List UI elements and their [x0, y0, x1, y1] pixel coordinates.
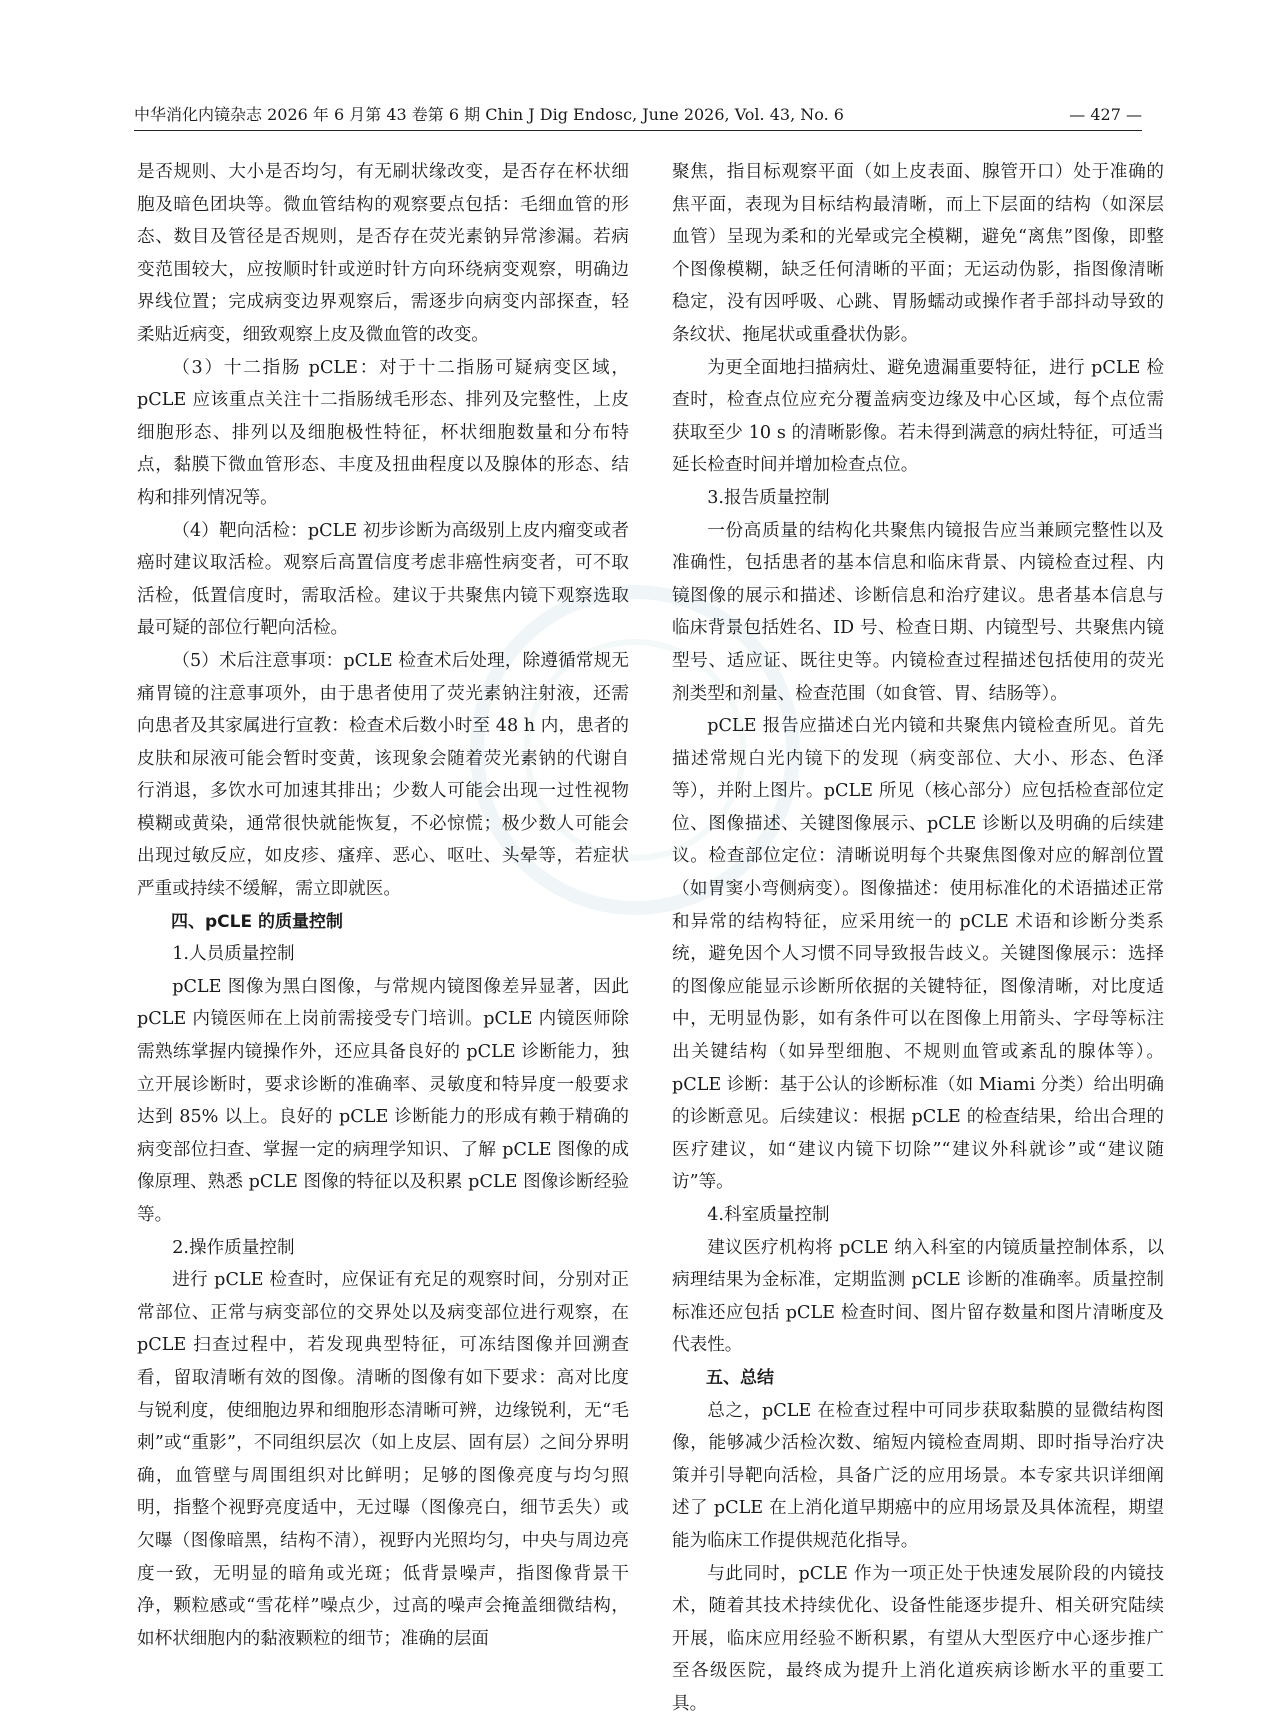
page-number: — 427 —: [1069, 105, 1142, 124]
paragraph: （4）靶向活检：pCLE 初步诊断为高级别上皮内瘤变或者癌时建议取活检。观察后高置信度考虑非癌性病变者，可不取活检，低置信度时，需取活检。建议于共聚焦内镜下观察选取最可疑的部位行靶向活检。: [137, 520, 629, 639]
subsection-heading: 3.报告质量控制: [707, 487, 830, 508]
journal-citation: 中华消化内镜杂志 2026 年 6 月第 43 卷第 6 期 Chin J Dig Endosc, June 2026, Vol. 43, No. 6: [134, 105, 844, 124]
paragraph: pCLE 图像为黑白图像，与常规内镜图像差异显著，因此 pCLE 内镜医师在上岗前需接受专门培训。pCLE 内镜医师除需熟练掌握内镜操作外，还应具备良好的 pCLE 诊断能力，独立开展诊断时，要求诊断的准确率、灵敏度和特异度一般要求达到 85% 以上。良好的 pCLE 诊断能力的形成有赖于精确的病变部位扫查、掌握一定的病理学知识、了解 pCLE 图像的成像原理、熟悉 pCLE 图像的特征以及积累 pCLE 图像诊断经验等。: [137, 976, 629, 1225]
section-heading: 四、pCLE 的质量控制: [171, 911, 344, 932]
right-column: [672, 156, 1164, 1721]
subsection-heading: 2.操作质量控制: [172, 1237, 295, 1258]
left-column: [137, 156, 629, 1655]
running-header: [134, 104, 1142, 131]
paragraph: （3）十二指肠 pCLE：对于十二指肠可疑病变区域，pCLE 应该重点关注十二指肠绒毛形态、排列及完整性，上皮细胞形态、排列以及细胞极性特征，杯状细胞数量和分布特点，黏膜下微血管形态、丰度及扭曲程度以及腺体的形态、结构和排列情况等。: [137, 357, 629, 508]
paragraph: pCLE 报告应描述白光内镜和共聚焦内镜检查所见。首先描述常规白光内镜下的发现（病变部位、大小、形态、色泽等），并附上图片。pCLE 所见（核心部分）应包括检查部位定位、图像描述、关键图像展示、pCLE 诊断以及明确的后续建议。检查部位定位：清晰说明每个共聚焦图像对应的解剖位置（如胃窦小弯侧病变）。图像描述：使用标准化的术语描述正常和异常的结构特征，应采用统一的 pCLE 术语和诊断分类系统，避免因个人习惯不同导致报告歧义。关键图像展示：选择的图像应能显示诊断所依据的关键特征，图像清晰，对比度适中，无明显伪影，如有条件可以在图像上用箭头、字母等标注出关键结构（如异型细胞、不规则血管或紊乱的腺体等）。pCLE 诊断：基于公认的诊断标准（如 Miami 分类）给出明确的诊断意见。后续建议：根据 pCLE 的检查结果，给出合理的医疗建议，如“建议内镜下切除”“建议外科就诊”或“建议随访”等。: [672, 716, 1164, 1193]
paragraph: 一份高质量的结构化共聚焦内镜报告应当兼顾完整性以及准确性，包括患者的基本信息和临床背景、内镜检查过程、内镜图像的展示和描述、诊断信息和治疗建议。患者基本信息与临床背景包括姓名、ID 号、检查日期、内镜型号、共聚焦内镜型号、适应证、既往史等。内镜检查过程描述包括使用的荧光剂类型和剂量、检查范围（如食管、胃、结肠等）。: [672, 520, 1164, 704]
subsection-heading: 4.科室质量控制: [707, 1205, 830, 1225]
paragraph: 是否规则、大小是否均匀，有无刷状缘改变，是否存在杯状细胞及暗色团块等。微血管结构的观察要点包括：毛细血管的形态、数目及管径是否规则，是否存在荧光素钠异常渗漏。若病变范围较大，应按顺时针或逆时针方向环绕病变观察，明确边界线位置；完成病变边界观察后，需逐步向病变内部探查，轻柔贴近病变，细致观察上皮及微血管的改变。: [137, 162, 629, 345]
paragraph: 为更全面地扫描病灶、避免遗漏重要特征，进行 pCLE 检查时，检查点位应充分覆盖病变边缘及中心区域，每个点位需获取至少 10 s 的清晰影像。若未得到满意的病灶特征，可适当延长检查时间并增加检查点位。: [672, 357, 1164, 476]
subsection-heading: 1.人员质量控制: [172, 944, 295, 965]
paragraph: 聚焦，指目标观察平面（如上皮表面、腺管开口）处于准确的焦平面，表现为目标结构最清晰，而上下层面的结构（如深层血管）呈现为柔和的光晕或完全模糊，避免“离焦”图像，即整个图像模糊，缺乏任何清晰的平面；无运动伪影，指图像清晰稳定，没有因呼吸、心跳、胃肠蠕动或操作者手部抖动导致的条纹状、拖尾状或重叠状伪影。: [672, 162, 1164, 345]
paragraph: 总之，pCLE 在检查过程中可同步获取黏膜的显微结构图像，能够减少活检次数、缩短内镜检查周期、即时指导治疗决策并引导靶向活检，具备广泛的应用场景。本专家共识详细阐述了 pCLE 在上消化道早期癌中的应用场景及具体流程，期望能为临床工作提供规范化指导。: [672, 1400, 1164, 1551]
paragraph: 建议医疗机构将 pCLE 纳入科室的内镜质量控制体系，以病理结果为金标准，定期监测 pCLE 诊断的准确率。质量控制标准还应包括 pCLE 检查时间、图片留存数量和图片清晰度及代表性。: [672, 1237, 1164, 1356]
section-heading: 五、总结: [706, 1367, 774, 1388]
paragraph: 与此同时，pCLE 作为一项正处于快速发展阶段的内镜技术，随着其技术持续优化、设备性能逐步提升、相关研究陆续开展，临床应用经验不断积累，有望从大型医疗中心逐步推广至各级医院，最终成为提升上消化道疾病诊断水平的重要工具。: [672, 1563, 1164, 1714]
paragraph: （5）术后注意事项：pCLE 检查术后处理，除遵循常规无痛胃镜的注意事项外，由于患者使用了荧光素钠注射液，还需向患者及其家属进行宣教：检查术后数小时至 48 h 内，患者的皮肤和尿液可能会暂时变黄，该现象会随着荧光素钠的代谢自行消退，多饮水可加速其排出；少数人可能会出现一过性视物模糊或黄染，通常很快就能恢复，不必惊慌；极少数人可能会出现过敏反应，如皮疹、瘙痒、恶心、呕吐、头晕等，若症状严重或持续不缓解，需立即就医。: [137, 650, 629, 900]
paragraph: 进行 pCLE 检查时，应保证有充足的观察时间，分别对正常部位、正常与病变部位的交界处以及病变部位进行观察，在 pCLE 扫查过程中，若发现典型特征，可冻结图像并回溯查看，留取清晰有效的图像。清晰的图像有如下要求：高对比度与锐利度，使细胞边界和细胞形态清晰可辨，边缘锐利，无“毛刺”或“重影”，不同组织层次（如上皮层、固有层）之间分界明确，血管壁与周围组织对比鲜明；足够的图像亮度与均匀照明，指整个视野亮度适中，无过曝（图像亮白，细节丢失）或欠曝（图像暗黑，结构不清），视野内光照均匀，中央与周边亮度一致，无明显的暗角或光斑；低背景噪声，指图像背景干净，颗粒感或“雪花样”噪点少，过高的噪声会掩盖细微结构，如杯状细胞内的黏液颗粒的细节；准确的层面: [137, 1270, 629, 1649]
